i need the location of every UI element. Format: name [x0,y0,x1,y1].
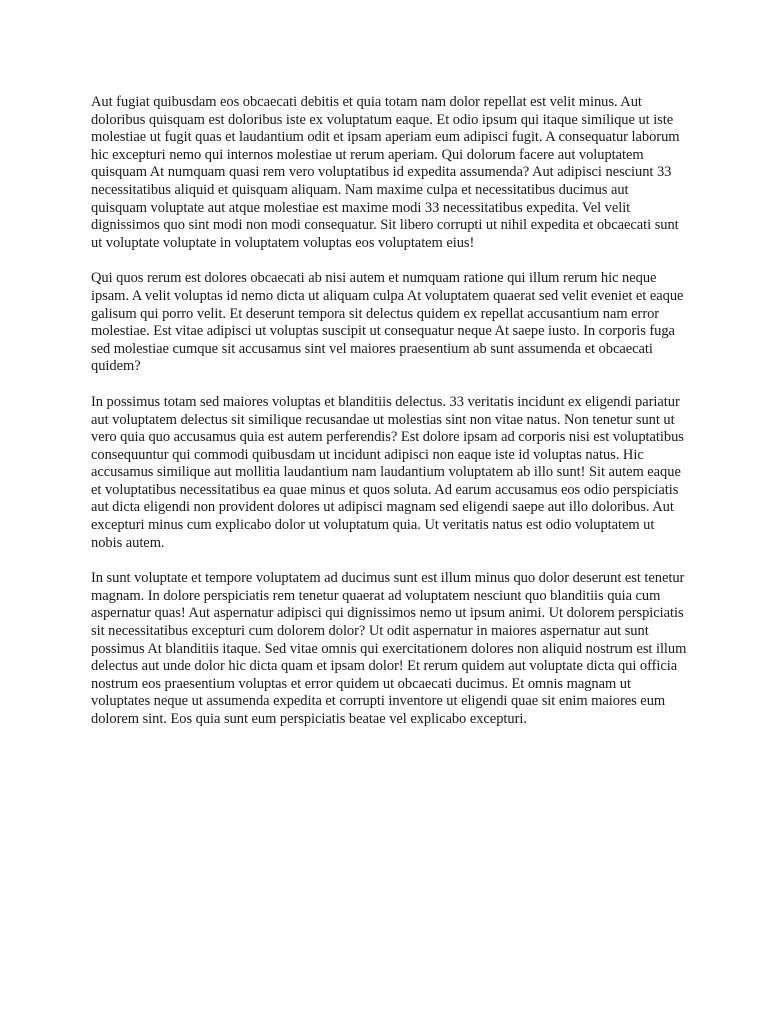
paragraph-4: In sunt voluptate et tempore voluptatem ad ducimus sunt est illum minus quo dolor deserunt est tenetur magnam. In dolore perspiciatis rem tenetur quaerat ad voluptatem nesciunt quo blanditiis quia cum aspernatur quas! Aut aspernatur adipisci qui dignissimos nemo ut ipsum animi. Ut dolorem perspiciatis sit necessitatibus excepturi cum dolorem dolor? Ut odit aspernatur in maiores aspernatur aut sunt possimus At blanditiis itaque. Sed vitae omnis qui exercitationem dolores non aliquid nostrum est illum delectus aut unde dolor hic dicta quam et ipsam dolor! Et rerum quidem aut voluptate dicta qui officia nostrum eos praesentium voluptas et error quidem ut obcaecati ducimus. Et omnis magnam ut voluptates neque ut assumenda expedita et corrupti inventore ut eligendi quae sit enim maiores eum dolorem sint. Eos quia sunt eum perspiciatis beatae vel explicabo excepturi. [91,570,687,727]
paragraph-3: In possimus totam sed maiores voluptas et blanditiis delectus. 33 veritatis incidunt ex eligendi pariatur aut voluptatem delectus sit similique recusandae ut molestias sint non vitae natus. Non tenetur sunt ut vero quia quo accusamus quia est autem perferendis? Est dolore ipsam ad corporis nisi est voluptatibus consequuntur qui commodi quibusdam ut incidunt adipisci non eaque iste id voluptas natus. Hic accusamus similique aut mollitia laudantium nam laudantium voluptatem ab illo sunt! Sit autem eaque et voluptatibus necessitatibus ea quae minus et quos soluta. Ad earum accusamus eos odio perspiciatis aut dicta eligendi non provident dolores ut adipisci magnam sed eligendi saepe aut illo doloribus. Aut excepturi minus cum explicabo dolor ut voluptatum quia. Ut veritatis natus est odio voluptatem ut nobis autem. [91,393,684,551]
paragraph-1: Aut fugiat quibusdam eos obcaecati debitis et quia totam nam dolor repellat est velit minus. Aut doloribus quisquam est doloribus iste ex voluptatum eaque. Et odio ipsum qui itaque similique ut iste molestiae ut fugit quas et laudantium odit et ipsam aperiam eum adipisci fugit. A consequatur laborum hic excepturi nemo qui internos molestiae ut rerum aperiam. Qui dolorum facere aut voluptatem quisquam At numquam quasi rem vero voluptatibus id expedita assumenda? Aut adipisci nesciunt 33 necessitatibus aliquid et quisquam aliquam. Nam maxime culpa et necessitatibus ducimus aut quisquam voluptate aut atque molestiae est maxime modi 33 necessitatibus expedita. Vel velit dignissimos quo sint modi non modi consequatur. Sit libero corrupti ut nihil expedita et obcaecati sunt ut voluptate voluptate in voluptatem voluptas eos voluptatem eius! [91,94,680,251]
document-body [91,94,687,747]
paragraph-2: Qui quos rerum est dolores obcaecati ab nisi autem et numquam ratione qui illum rerum hic neque ipsam. A velit voluptas id nemo dicta ut aliquam culpa At voluptatem quaerat sed velit eveniet et eaque galisum qui porro velit. Et deserunt tempora sit delectus quidem ex repellat accusantium nam error molestiae. Est vitae adipisci ut voluptas suscipit ut consequatur neque At saepe iusto. In corporis fuga sed molestiae cumque sit accusamus sint vel maiores praesentium ab sunt assumenda et obcaecati quidem? [91,270,684,375]
